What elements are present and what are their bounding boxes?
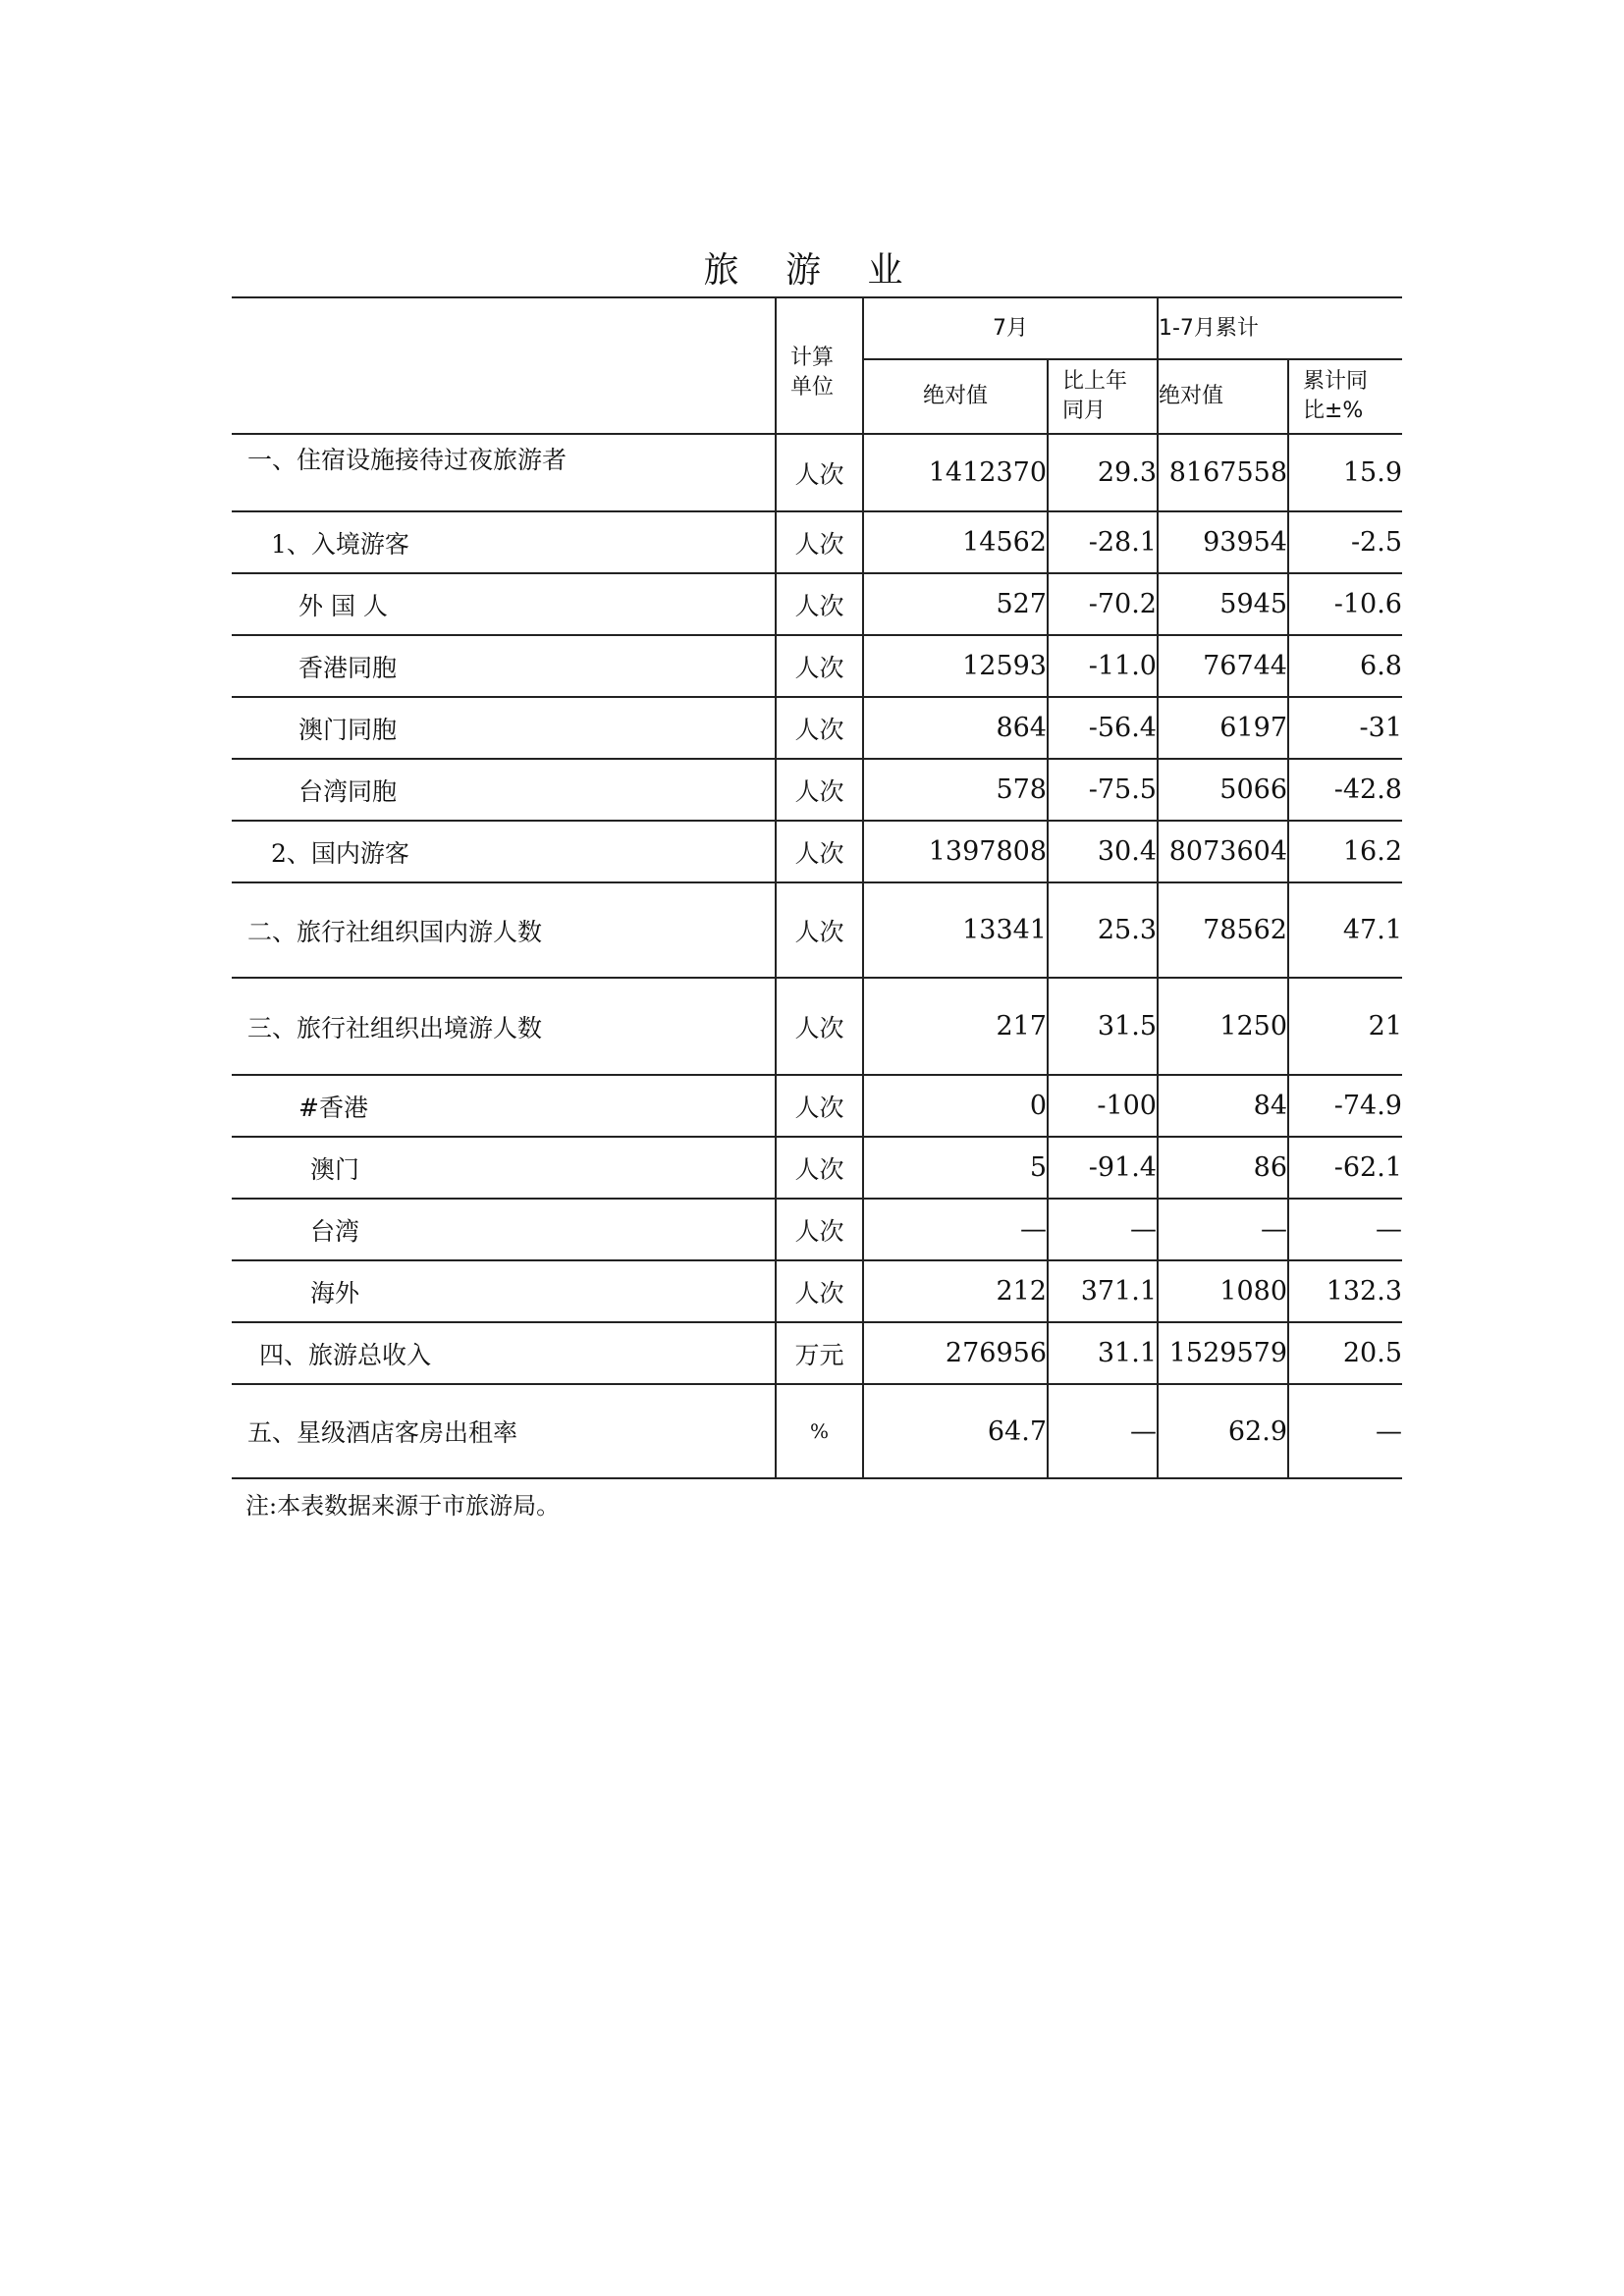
month-abs: 12593 [863,635,1048,697]
month-abs: 13341 [863,882,1048,978]
table-row [232,882,1402,978]
header-ytd-abs: 绝对值 [1158,359,1288,434]
table-row [232,759,1402,821]
row-label: 四、旅游总收入 [232,1322,776,1384]
month-yoy: 25.3 [1048,882,1158,978]
table-row [232,1384,1402,1478]
ytd-yoy: -74.9 [1288,1075,1402,1137]
header-ytd: 1-7月累计 [1158,297,1402,359]
row-unit: 人次 [776,434,863,511]
table-row [232,511,1402,573]
row-label: 香港同胞 [232,635,776,697]
row-unit: 人次 [776,697,863,759]
row-label: 二、旅行社组织国内游人数 [232,882,776,978]
row-label: 2、国内游客 [232,821,776,882]
header-month-abs: 绝对值 [863,359,1048,434]
table-row [232,1322,1402,1384]
ytd-yoy: 20.5 [1288,1322,1402,1384]
ytd-abs: 93954 [1158,511,1288,573]
row-unit: 人次 [776,978,863,1075]
month-abs: 64.7 [863,1384,1048,1478]
month-yoy: -100 [1048,1075,1158,1137]
table-row [232,1199,1402,1260]
header-month-yoy: 比上年同月 [1048,359,1158,434]
month-yoy: — [1048,1199,1158,1260]
ytd-abs: 5066 [1158,759,1288,821]
row-unit: 人次 [776,1137,863,1199]
row-label: 1、入境游客 [232,511,776,573]
table-row [232,434,1402,511]
row-label: #香港 [232,1075,776,1137]
row-unit: % [776,1384,863,1478]
ytd-yoy: -31 [1288,697,1402,759]
row-label: 五、星级酒店客房出租率 [232,1384,776,1478]
month-abs: — [863,1199,1048,1260]
row-unit: 人次 [776,573,863,635]
ytd-yoy: -62.1 [1288,1137,1402,1199]
ytd-yoy: 47.1 [1288,882,1402,978]
row-unit: 人次 [776,821,863,882]
month-abs: 276956 [863,1322,1048,1384]
source-note: 注:本表数据来源于市旅游局。 [245,1492,561,1520]
row-label: 外 国 人 [232,573,776,635]
header-month: 7月 [863,297,1158,359]
table-row [232,1075,1402,1137]
row-label: 台湾 [232,1199,776,1260]
month-yoy: -91.4 [1048,1137,1158,1199]
ytd-yoy: 6.8 [1288,635,1402,697]
month-yoy: — [1048,1384,1158,1478]
table-row [232,635,1402,697]
ytd-yoy: 132.3 [1288,1260,1402,1322]
ytd-yoy: — [1288,1199,1402,1260]
month-abs: 1412370 [863,434,1048,511]
month-abs: 212 [863,1260,1048,1322]
ytd-yoy: 16.2 [1288,821,1402,882]
ytd-abs: 6197 [1158,697,1288,759]
row-unit: 万元 [776,1322,863,1384]
ytd-abs: 8073604 [1158,821,1288,882]
table-row [232,821,1402,882]
ytd-abs: 8167558 [1158,434,1288,511]
month-yoy: 31.1 [1048,1322,1158,1384]
ytd-yoy: -42.8 [1288,759,1402,821]
ytd-abs: 62.9 [1158,1384,1288,1478]
month-yoy: -70.2 [1048,573,1158,635]
ytd-abs: 76744 [1158,635,1288,697]
row-unit: 人次 [776,882,863,978]
month-yoy: 29.3 [1048,434,1158,511]
month-yoy: 30.4 [1048,821,1158,882]
month-abs: 527 [863,573,1048,635]
month-yoy: 31.5 [1048,978,1158,1075]
month-abs: 217 [863,978,1048,1075]
header-blank [232,297,776,434]
page-title: 旅 游 业 [703,250,921,291]
row-unit: 人次 [776,511,863,573]
row-unit: 人次 [776,1260,863,1322]
ytd-yoy: — [1288,1384,1402,1478]
row-unit: 人次 [776,635,863,697]
table-row [232,1260,1402,1322]
month-abs: 864 [863,697,1048,759]
table-row [232,1137,1402,1199]
month-abs: 14562 [863,511,1048,573]
ytd-abs: 5945 [1158,573,1288,635]
ytd-yoy: 15.9 [1288,434,1402,511]
tourism-table [232,296,1402,1479]
month-yoy: -28.1 [1048,511,1158,573]
ytd-abs: 78562 [1158,882,1288,978]
month-abs: 1397808 [863,821,1048,882]
row-unit: 人次 [776,759,863,821]
row-unit: 人次 [776,1199,863,1260]
ytd-abs: 1080 [1158,1260,1288,1322]
row-label: 台湾同胞 [232,759,776,821]
row-label: 澳门 [232,1137,776,1199]
month-abs: 0 [863,1075,1048,1137]
ytd-abs: 86 [1158,1137,1288,1199]
header-ytd-yoy: 累计同比±% [1288,359,1402,434]
ytd-abs: 1529579 [1158,1322,1288,1384]
month-yoy: 371.1 [1048,1260,1158,1322]
month-yoy: -11.0 [1048,635,1158,697]
ytd-abs: 84 [1158,1075,1288,1137]
ytd-yoy: -10.6 [1288,573,1402,635]
row-label: 海外 [232,1260,776,1322]
table-row [232,978,1402,1075]
table-row [232,573,1402,635]
ytd-abs: 1250 [1158,978,1288,1075]
table-row [232,697,1402,759]
row-label: 一、住宿设施接待过夜旅游者 [232,434,776,511]
ytd-yoy: 21 [1288,978,1402,1075]
row-unit: 人次 [776,1075,863,1137]
month-abs: 5 [863,1137,1048,1199]
ytd-yoy: -2.5 [1288,511,1402,573]
month-yoy: -56.4 [1048,697,1158,759]
row-label: 三、旅行社组织出境游人数 [232,978,776,1075]
row-label: 澳门同胞 [232,697,776,759]
month-yoy: -75.5 [1048,759,1158,821]
header-unit: 计算单位 [776,297,863,434]
ytd-abs: — [1158,1199,1288,1260]
month-abs: 578 [863,759,1048,821]
